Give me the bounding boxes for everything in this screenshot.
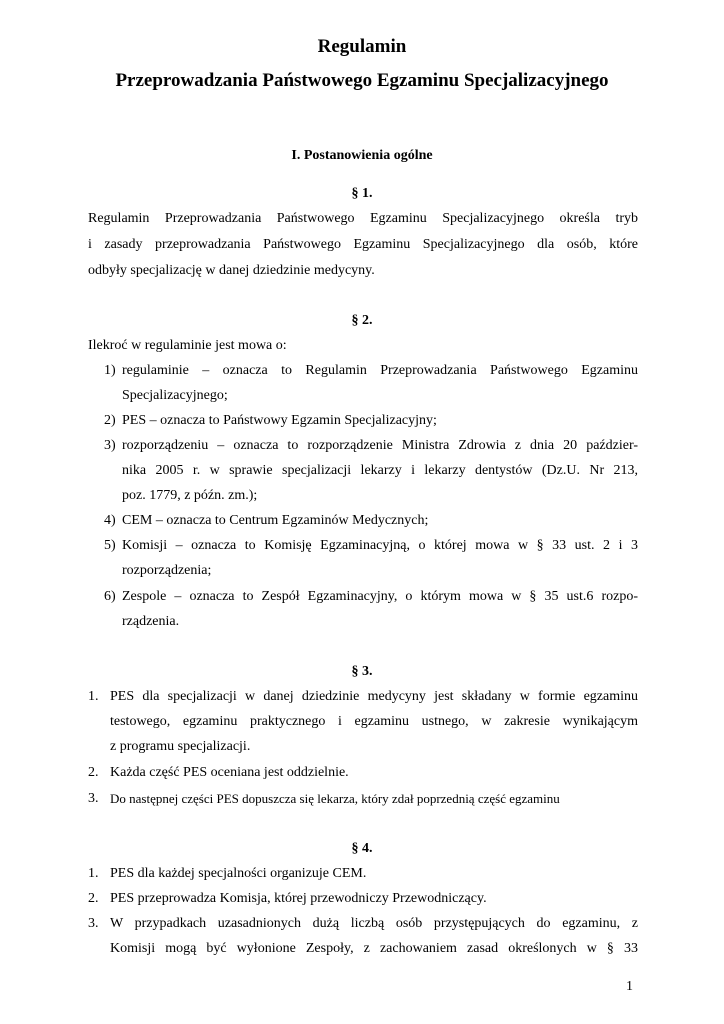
list-item-number: 1. xyxy=(88,689,99,704)
list-item-text: Komisji mogą być wyłonione Zespoły, z zachowaniem zasad określonych w § 33 xyxy=(110,941,638,956)
document-subtitle: Przeprowadzania Państwowego Egzaminu Specjalizacyjnego xyxy=(115,70,609,91)
list-item-text: nika 2005 r. w sprawie specjalizacji lekarzy i lekarzy dentystów (Dz.U. Nr 213, xyxy=(122,463,638,478)
list-item-text: W przypadkach uzasadnionych dużą liczbą osób przystępujących do egzaminu, z xyxy=(110,916,638,931)
list-item-number: 2. xyxy=(88,765,99,780)
section-2-intro: Ilekroć w regulaminie jest mowa o: xyxy=(88,338,287,353)
list-item-text: Zespole – oznacza to Zespół Egzaminacyjny, o którym mowa w § 35 ust.6 rozpo- xyxy=(122,589,638,604)
section-1-heading: § 1. xyxy=(351,186,373,201)
list-item-text: z programu specjalizacji. xyxy=(110,739,251,754)
list-item-number: 3. xyxy=(88,916,99,931)
list-item-text: CEM – oznacza to Centrum Egzaminów Medycznych; xyxy=(122,513,429,528)
list-item-number: 5) xyxy=(104,538,116,553)
list-item-text: Do następnej części PES dopuszcza się lekarza, który zdał poprzednią część egzaminu xyxy=(110,791,560,806)
list-item-text: PES przeprowadza Komisja, której przewodniczy Przewodniczący. xyxy=(110,891,487,906)
document-title: Regulamin xyxy=(317,36,407,57)
list-item-text: poz. 1779, z późn. zm.); xyxy=(122,488,258,503)
section-1-line-3: odbyły specjalizację w danej dziedzinie medycyny. xyxy=(88,263,375,278)
list-item-text: PES dla każdej specjalności organizuje CEM. xyxy=(110,866,367,881)
list-item-text: PES dla specjalizacji w danej dziedzinie medycyny jest składany w formie egzaminu xyxy=(110,689,638,704)
section-2-heading: § 2. xyxy=(351,313,373,328)
list-item-number: 2. xyxy=(88,891,99,906)
list-item-number: 2) xyxy=(104,413,116,428)
chapter-heading: I. Postanowienia ogólne xyxy=(291,148,433,163)
section-4-heading: § 4. xyxy=(351,841,373,856)
list-item-text: rozporządzenia; xyxy=(122,563,212,578)
list-item-text: regulaminie – oznacza to Regulamin Przeprowadzania Państwowego Egzaminu xyxy=(122,363,638,378)
list-item-number: 1) xyxy=(104,363,116,378)
list-item-text: rozporządzeniu – oznacza to rozporządzenie Ministra Zdrowia z dnia 20 paździer- xyxy=(122,438,638,453)
list-item-text: Komisji – oznacza to Komisję Egzaminacyjną, o której mowa w § 33 ust. 2 i 3 xyxy=(122,538,638,553)
list-item-text: rządzenia. xyxy=(122,614,180,629)
list-item-text: Każda część PES oceniana jest oddzielnie. xyxy=(110,765,349,780)
section-1-line-2: i zasady przeprowadzania Państwowego Egzaminu Specjalizacyjnego dla osób, które xyxy=(88,237,638,252)
section-3-heading: § 3. xyxy=(351,664,373,679)
list-item-number: 6) xyxy=(104,589,116,604)
list-item-text: Specjalizacyjnego; xyxy=(122,388,228,403)
list-item-number: 3. xyxy=(88,791,99,806)
list-item-number: 3) xyxy=(104,438,116,453)
list-item-number: 1. xyxy=(88,866,99,881)
section-1-line-1: Regulamin Przeprowadzania Państwowego Egzaminu Specjalizacyjnego określa tryb xyxy=(88,211,638,226)
list-item-number: 4) xyxy=(104,513,116,528)
list-item-text: testowego, egzaminu praktycznego i egzaminu ustnego, w zakresie wynikającym xyxy=(110,714,638,729)
page-number: 1 xyxy=(626,979,633,994)
list-item-text: PES – oznacza to Państwowy Egzamin Specjalizacyjny; xyxy=(122,413,437,428)
